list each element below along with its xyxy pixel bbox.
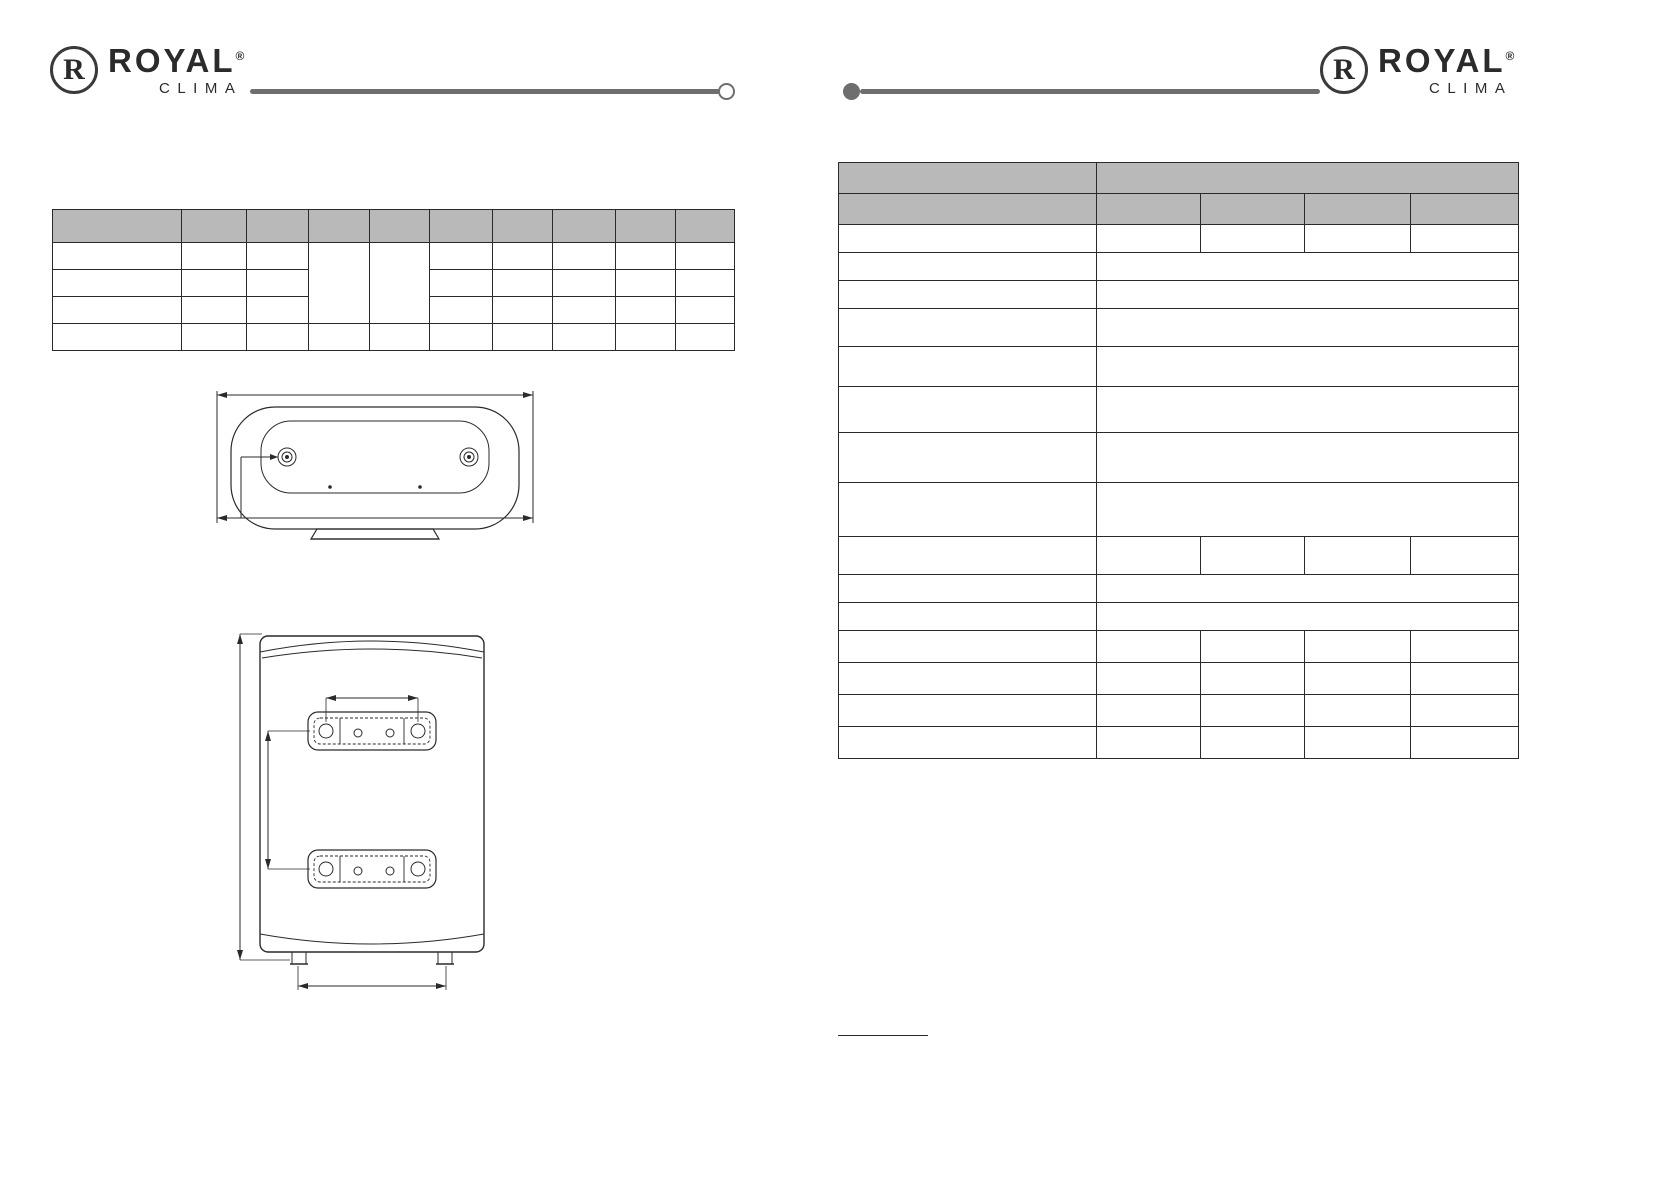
table-cell [1097,347,1519,387]
table-cell-merged [309,243,370,324]
table-cell [553,270,616,297]
table-cell [182,270,247,297]
table-cell-merged [369,243,430,324]
table-row [839,537,1519,575]
table-cell [676,297,735,324]
table-cell [1097,309,1519,347]
table-cell [553,297,616,324]
water-heater-front-view [230,612,590,1002]
table-row [839,253,1519,281]
table-cell [839,727,1097,759]
table-cell [492,297,553,324]
table-cell [309,210,370,243]
table-cell [492,270,553,297]
table-row-header [839,163,1519,194]
table-cell [839,433,1097,483]
table-cell [246,297,309,324]
header-rule-left [250,89,720,94]
table-row [839,663,1519,695]
brand-name-right [1378,44,1514,77]
table-row [53,210,735,243]
table-cell [53,297,182,324]
table-cell [676,270,735,297]
brand-wordmark-left [108,44,244,96]
brand-name-text: ROYAL [108,42,236,79]
footnote-separator [838,1035,928,1036]
table-cell [1097,631,1201,663]
table-cell [1097,537,1201,575]
table-cell [430,324,493,351]
table-cell [246,210,309,243]
table-cell [1201,194,1305,225]
table-cell [1097,575,1519,603]
table-cell [839,483,1097,537]
table-cell [1305,225,1411,253]
table-cell [839,309,1097,347]
royal-r-icon-right [1320,46,1368,94]
table-cell [182,297,247,324]
header-dot-left-icon [718,83,735,100]
table-cell [1305,727,1411,759]
table-cell [1201,695,1305,727]
table-cell [839,695,1097,727]
table-cell [182,324,247,351]
table-cell [676,243,735,270]
header-rule-right [860,89,1320,94]
table-cell [839,387,1097,433]
specification-table-body [839,163,1519,759]
table-cell [615,297,676,324]
table-cell [53,324,182,351]
table-row-header [839,194,1519,225]
table-cell [676,210,735,243]
table-cell [53,243,182,270]
table-row [839,603,1519,631]
table-cell [1201,225,1305,253]
table-cell [839,631,1097,663]
table-cell [553,324,616,351]
table-cell [1201,537,1305,575]
table-cell [1097,225,1201,253]
table-cell [615,270,676,297]
table-cell [246,324,309,351]
table-cell [246,270,309,297]
table-cell [430,243,493,270]
table-row [839,281,1519,309]
table-cell [1411,225,1519,253]
table-cell [53,210,182,243]
table-cell [1201,727,1305,759]
brand-sub-right: CLIMA [1428,80,1513,97]
header-dot-right-icon [843,83,860,100]
table-cell [492,243,553,270]
table-cell [1201,663,1305,695]
table-cell [839,253,1097,281]
brand-logo-left [50,44,244,96]
table-cell [1097,387,1519,433]
table-cell [1201,631,1305,663]
table-cell [1305,695,1411,727]
table-row [839,631,1519,663]
table-cell [615,210,676,243]
table-row [839,483,1519,537]
brand-logo-right [1320,44,1514,96]
table-cell [1097,253,1519,281]
table-cell [839,163,1097,194]
table-row [839,387,1519,433]
table-cell [1097,433,1519,483]
table-row [53,324,735,351]
table-row [839,727,1519,759]
table-cell [553,210,616,243]
table-cell [1097,163,1519,194]
table-cell [182,243,247,270]
table-cell [369,324,430,351]
table-cell [839,575,1097,603]
registered-mark: ® [235,49,245,63]
registered-mark-right: ® [1505,49,1515,63]
table-cell [1305,663,1411,695]
brand-wordmark-right [1378,44,1514,96]
table-cell [1097,281,1519,309]
water-heater-top-view [205,385,545,550]
table-row [53,243,735,270]
dimensions-table-body [53,210,735,351]
table-cell [1097,695,1201,727]
royal-r-icon [50,46,98,94]
table-cell [1305,631,1411,663]
table-cell [839,663,1097,695]
table-cell [309,324,370,351]
table-row [839,347,1519,387]
table-cell [1411,727,1519,759]
brand-name-left [108,44,244,77]
table-cell [182,210,247,243]
brand-sub-left: CLIMA [158,80,243,97]
table-row [839,695,1519,727]
table-cell [615,243,676,270]
table-cell [1097,663,1201,695]
table-cell [430,210,493,243]
table-cell [615,324,676,351]
table-cell [839,537,1097,575]
dimensions-table [52,209,735,351]
table-cell [1411,695,1519,727]
table-cell [1411,663,1519,695]
logo-mark-letter-right: R [1333,53,1355,86]
specification-table [838,162,1519,759]
table-cell [839,225,1097,253]
table-cell [839,603,1097,631]
table-cell [430,270,493,297]
table-cell [492,324,553,351]
table-cell [492,210,553,243]
table-cell [676,324,735,351]
table-cell [1097,727,1201,759]
table-cell [369,210,430,243]
table-cell [1097,194,1201,225]
table-row [839,225,1519,253]
brand-name-text-right: ROYAL [1378,42,1506,79]
table-cell [1411,537,1519,575]
table-row [839,309,1519,347]
table-cell [1305,194,1411,225]
table-cell [839,194,1097,225]
table-cell [553,243,616,270]
table-cell [430,297,493,324]
table-cell [246,243,309,270]
table-row [839,575,1519,603]
table-cell [1097,603,1519,631]
table-cell [839,347,1097,387]
table-cell [839,281,1097,309]
table-cell [1411,194,1519,225]
table-row [839,433,1519,483]
table-cell [1411,631,1519,663]
logo-mark-letter: R [63,53,85,86]
table-cell [1097,483,1519,537]
table-cell [1305,537,1411,575]
table-cell [53,270,182,297]
